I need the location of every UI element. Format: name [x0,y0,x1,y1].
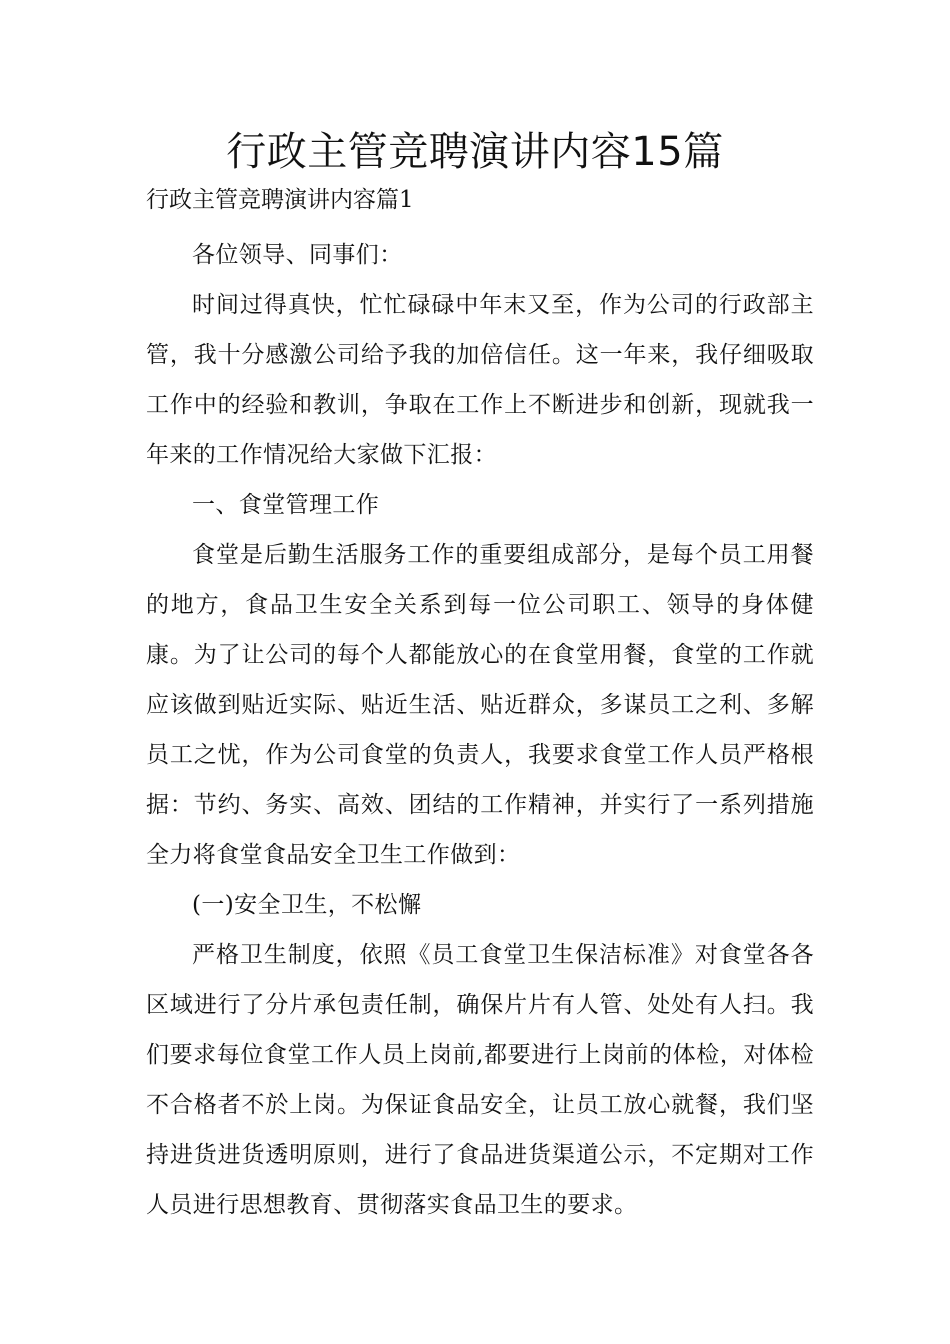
document-title: 行政主管竞聘演讲内容15篇 [226,129,724,175]
intro-paragraph: 时间过得真快，忙忙碌碌中年末又至，作为公司的行政部主管，我十分感激公司给予我的加倍信任。这一年来，我仔细吸取工作中的经验和教训，争取在工作上不断进步和创新，现就我一年来的工作情况给大家做下汇报： [146,292,814,468]
canteen-paragraph: 食堂是后勤生活服务工作的重要组成部分，是每个员工用餐的地方，食品卫生安全关系到每一位公司职工、领导的身体健康。为了让公司的每个人都能放心的在食堂用餐，食堂的工作就应该做到贴近实际、贴近生活、贴近群众，多谋员工之利、多解员工之忧，作为公司食堂的负责人，我要求食堂工作人员严格根据：节约、务实、高效、团结的工作精神，并实行了一系列措施全力将食堂食品安全卫生工作做到： [146,542,814,868]
greeting-paragraph: 各位领导、同事们： [192,242,403,268]
hygiene-paragraph: 严格卫生制度，依照《员工食堂卫生保洁标准》对食堂各各区域进行了分片承包责任制，确保片片有人管、处处有人扫。我们要求每位食堂工作人员上岗前,都要进行上岗前的体检，对体检不合格者不於上岗。为保证食品安全，让员工放心就餐，我们坚持进货进货透明原则，进行了食品进货渠道公示，不定期对工作人员进行思想教育、贯彻落实食品卫生的要求。 [146,942,814,1218]
section-heading: 行政主管竞聘演讲内容篇1 [146,187,414,213]
document-body [146,230,814,1230]
section-one-heading: 一、食堂管理工作 [192,492,380,518]
subsection-heading: (一)安全卫生，不松懈 [192,892,422,918]
